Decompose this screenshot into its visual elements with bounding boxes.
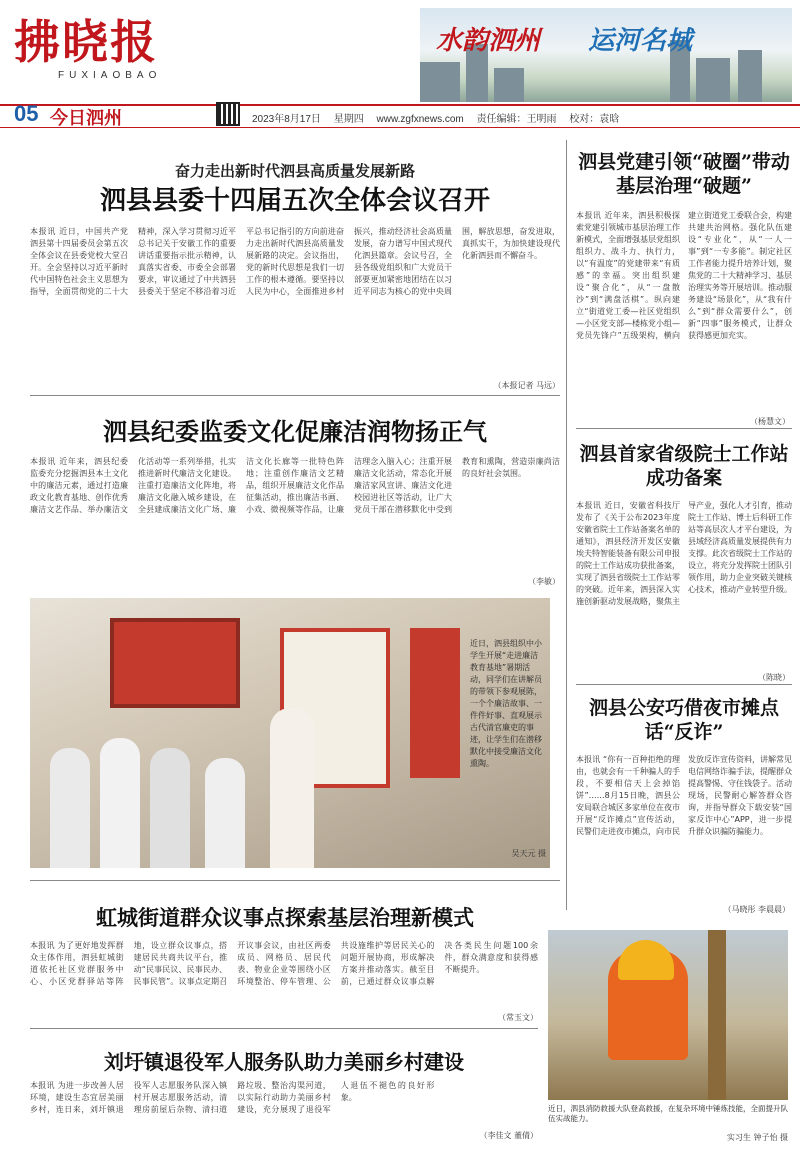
banner-slogan-2: 运河名城 [588,26,693,56]
section-divider [576,684,792,685]
header-banner [420,8,792,102]
article7-headline: 刘圩镇退役军人服务队助力美丽乡村建设 [104,1050,464,1074]
skyline-building-icon [696,58,730,102]
article7-credit: （李佳文 董倩） [479,1131,538,1140]
newspaper-logo-subtitle: FUXIAOBAO [58,70,162,81]
article2-headline: 泗县党建引领“破圈”带动基层治理“破题” [578,151,790,197]
issue-info [252,110,629,125]
article1-kicker: 奋力走出新时代泗县高质量发展新路 [174,162,415,180]
banner-slogan-1: 水韵泗州 [436,26,541,56]
section-divider [576,428,792,429]
editor-credit: 责任编辑：王明雨 [476,114,557,125]
article3-credit: （李敏） [528,577,560,586]
article4-headline: 泗县首家省级院士工作站成功备案 [579,443,789,489]
student-figure-icon [100,738,140,868]
section-divider [30,1028,538,1029]
article5-headline: 泗县公安巧借夜市摊点话“反诈” [588,697,779,743]
article1-body: 本报讯 近日，中国共产党泗县第十四届委员会第五次全体会议在县委党校大堂召开。全会坚持以习近平新时代中国特色社会主义思想为指导，全面贯彻党的二十大精神，深入学习贯彻习近平总书记关于安徽工作的重要讲话重要指示批示精神，认真落实省委、市委全会部署要求，审议通过了中共泗县县委关于坚定不移沿着习近平总书记指引的方向前进奋力走出新时代泗县高质量发展新路的决定。会议指出，党的新时代思想是我们一切工作的根本遵循。要坚持以人民为中心，全面推进乡村振兴，推动经济社会高质量发展，奋力谱写中国式现代化泗县篇章。会议号召，全县各级党组织和广大党员干部要更加紧密地团结在以习近平同志为核心的党中央周围，解放思想，奋发进取，真抓实干，为加快建设现代化新泗县而不懈奋斗。 [30,227,560,296]
photo1-caption: 近日，泗县组织中小学生开展“走进廉洁教育基地”暑期活动，同学们在讲解员的带领下参观展陈，一个个廉洁故事、一件件好事、直观展示古代清官廉吏的事迹，让学生们在潜移默化中接受廉洁文化熏陶。 [470,639,542,768]
helmet-icon [618,940,674,980]
guide-figure-icon [270,708,314,868]
article6-credit: （常玉文） [498,1013,538,1022]
section-title: 今日泗州 [50,108,122,129]
section-divider [30,880,560,881]
skyline-building-icon [738,50,762,102]
article3-headline: 泗县纪委监委文化促廉洁润物扬正气 [103,417,487,446]
section-divider [30,395,560,396]
website-link[interactable]: www.zgfxnews.com [376,114,464,125]
article5-body: 本报讯 “你有一百种拒绝的理由，也就会有一千种骗人的手段，不要相信天上会掉馅饼”……8月15日晚，泗县公安局联合城区多家单位在夜市开展“反诈摊点”宣传活动，民警们走进夜市摊点，向市民发放反诈宣传资料，讲解常见电信网络诈骗手法，提醒群众提高警惕、守住钱袋子。活动现场，民警耐心解答群众咨询，并指导群众下载安装“国家反诈中心”APP，进一步提升群众识骗防骗能力。 [576,755,792,836]
exhibit-board-icon [110,618,240,708]
newspaper-logo: 拂晓报 [14,15,158,69]
article2-credit: （杨慧文） [750,417,790,426]
article6-headline: 虹城街道群众议事点探索基层治理新模式 [96,905,474,930]
photo2-caption: 近日，泗县消防救援大队登高救援，在复杂环境中锤炼技能，全面提升队伍实战能力。 [548,1104,788,1123]
article4-credit: （陈晓） [758,673,790,682]
photo2-credit: 实习生 钟子怡 摄 [726,1133,788,1142]
article1-credit: （本报记者 马远） [493,381,560,390]
museum-visit-photo [30,598,550,868]
issue-date: 2023年8月17日 [252,114,321,125]
qr-code-icon [216,102,240,126]
proofreader-credit: 校对：袁晗 [569,114,620,125]
article1-headline: 泗县县委十四届五次全体会议召开 [99,186,490,216]
exhibit-banner-icon [410,628,460,778]
student-figure-icon [150,748,190,868]
rope-icon [708,930,726,1100]
article7-body: 本报讯 为进一步改善人居环境，建设生态宜居美丽乡村，连日来，刘圩镇退役军人志愿服务队深入镇村开展志愿服务活动，清理房前屋后杂物、清扫道路垃圾、整治沟渠河道，以实际行动助力美丽乡村建设，充分展现了退役军人退伍不褪色的良好形象。 [30,1081,435,1114]
article2-body: 本报讯 近年来，泗县积极探索党建引领城市基层治理工作新模式，全面增强基层党组织组织力、战斗力、执行力，以“有温度”的党建带来“有质感”的幸福。突出组织建设“聚合化”，从“一盘散沙”到“满盘活棋”。纵向建立“街道党工委—社区党组织—小区党支部—楼栋党小组—党员先锋户”五级架构，横向建立街道党工委联合会，构建共建共治网格。强化队伍建设“专业化”，从“一人一事”到“一专多能”。制定社区工作者能力提升培养计划，聚焦党的二十大精神学习、基层治理实务等开展培训。推动服务建设“场景化”，从“我有什么”到“群众需要什么”，创新“四事”服务模式，让群众获得感更加充实。 [576,211,792,340]
article5-credit: （马晓彤 李晨晨） [723,905,790,914]
article6-body: 本报讯 为了更好地发挥群众主体作用，泗县虹城街道依托社区党群服务中心、小区党群驿站等阵地，设立群众议事点，搭建居民共商共议平台，推动“民事民议、民事民办、民事民管”。议事点定期召开议事会议，由社区两委成员、网格员、居民代表、物业企业等围绕小区环境整治、停车管理、公共设施维护等居民关心的问题开展协商，形成解决方案并推动落实。截至目前，已通过群众议事点解决各类民生问题100余件，群众满意度和获得感不断提升。 [30,941,538,986]
column-divider [566,140,567,910]
firefighter-photo [548,930,788,1100]
article3-body: 本报讯 近年来，泗县纪委监委充分挖掘泗县本土文化中的廉洁元素，通过打造廉政文化教育基地、创作优秀廉洁文艺作品、举办廉洁文化活动等一系列举措，扎实推进新时代廉洁文化建设。注重打造廉洁文化阵地，将廉洁文化融入城乡建设，在全县建成廉洁文化广场、廉洁文化长廊等一批特色阵地；注重创作廉洁文艺精品，组织开展廉洁文化作品征集活动，推出廉洁书画、小戏、微视频等作品，让廉洁理念入脑入心；注重开展廉洁文化活动，常态化开展廉洁家风宣讲、廉洁文化进校园进社区等活动，让广大党员干部在潜移默化中受到教育和熏陶，营造崇廉尚洁的良好社会氛围。 [30,457,560,514]
article4-body: 本报讯 近日，安徽省科技厅发布了《关于公布2023年度安徽省院士工作站备案名单的通知》，泗县经济开发区安徽埃夫特智能装备有限公司申报的院士工作站成功获批备案，实现了泗县省级院士工作站零的突破。近年来，泗县深入实施创新驱动发展战略，聚焦主导产业，强化人才引育，推动院士工作站、博士后科研工作站等高层次人才平台建设，为县域经济高质量发展提供有力支撑。此次省级院士工作站的设立，将充分发挥院士团队引领作用，助力企业突破关键核心技术，推动产业转型升级。 [576,501,792,606]
skyline-building-icon [420,62,460,102]
student-figure-icon [50,748,90,868]
page-number: 05 [14,101,39,126]
issue-weekday: 星期四 [333,114,364,125]
skyline-building-icon [494,68,524,102]
photo1-credit: 吴天元 摄 [511,849,546,858]
student-figure-icon [205,758,245,868]
